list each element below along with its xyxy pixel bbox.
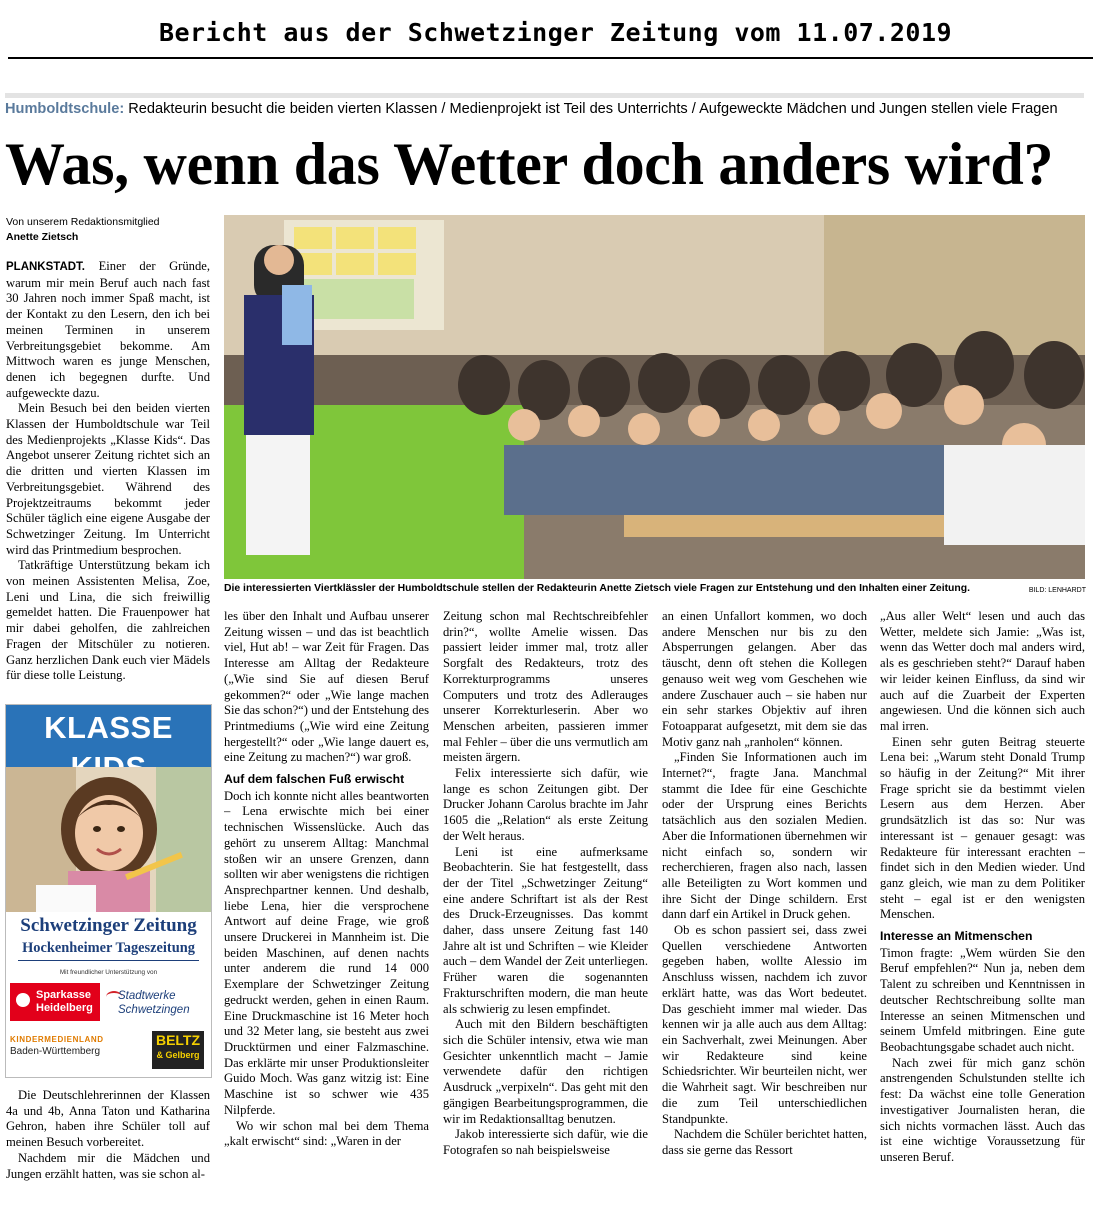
article-column-4 <box>662 609 867 1209</box>
sparkasse-name-line1: Sparkasse <box>36 989 92 1001</box>
promo-photo-girl <box>6 767 211 912</box>
paragraph: Zeitung schon mal Rechtschreibfehler drin?“, wollte Amelie wissen. Das passiert leider immer mal, trotz aller Sorgfalt des Redakteurs, trotz des Korrekturprogramms unseres Computers und trotz des Adlerauges unserer Korrekturleserin. Aber wo Menschen arbeiten, passieren immer mal Fehler – über die uns vermutlich am meisten ärgern. <box>443 609 648 765</box>
paragraph: Felix interessierte sich dafür, wie lange es schon Zeitungen gibt. Der Drucker Johann Carolus brachte im Jahr 1605 die „Relation“ als erste Zeitung der Welt heraus. <box>443 766 648 843</box>
newspaper-name: Schwetzinger Zeitung <box>20 915 197 936</box>
kindermedienland-logo <box>10 1035 138 1069</box>
dateline: PLANKSTADT. <box>6 261 86 273</box>
beltz-name: BELTZ <box>155 1032 201 1048</box>
paragraph: „Finden Sie Informationen auch im Internet?“, fragte Jana. Manchmal stammt die Idee für eine Geschichte oder der Ursprung eines Berichts tatsächlich aus den sozialen Medien. Aber die Informationen übernehmen wir nicht einfach so, sondern wir recherchieren, fragen also nach, lassen alle Beteiligten zu Wort kommen und ihre Sicht der Dinge schildern. Erst dann darf ein Artikel in Druck gehen. <box>662 750 867 922</box>
stadtwerke-name-line2: Schwetzingen <box>118 1004 190 1016</box>
byline <box>6 215 206 245</box>
subheading: Interesse an Mitmenschen <box>880 929 1033 944</box>
paragraph: Nach zwei für mich ganz schön anstrengenden Schulstunden stellte ich fest: Da wächst eine tolle Generation investigativer Journalisten heran, die sich nichts vormachen lässt. Auch das ist eine wichtige Voraussetzung für unseren Beruf. <box>880 1055 1085 1164</box>
article-column-1-continued <box>6 1088 210 1208</box>
subheading: Auf dem falschen Fuß erwischt <box>224 772 405 787</box>
paragraph: Leni ist eine aufmerksame Beobachterin. Sie hat festgestellt, dass der der Titel „Schwetzinger Zeitung“ eine andere Schriftart ist als der Rest des Druck-Erzeugnisses. Das kommt daher, dass unsere Zeitung fast 140 Jahre alt ist und Schriften – wie Kleider auch – dem Wandel der Zeit unterliegen. Früher waren die sogenannten Frakturschriften modern, die man heute als schwierig zu lesen empfindet. <box>443 844 648 1016</box>
article-column-2 <box>224 609 429 1209</box>
paragraph: an einen Unfallort kommen, wo doch andere Menschen nur bis zu den Absperrungen gelangen. Aber das täuscht, denn oft stehen die Kollegen genauso weit weg vom Geschehen wie andere Zuschauer auch – sie haben nur ein sehr starkes Objektiv auf ihren Fotoapparat aufgesetzt, mit dem sie das Motiv ganz nah „ranholen“ können. <box>662 609 867 749</box>
stadtwerke-logo <box>106 985 208 1021</box>
sparkasse-name <box>36 989 93 1015</box>
paragraph: Timon fragte: „Wem würden Sie den Beruf empfehlen?“ Nun ja, neben dem Talent zu schreiben und Kenntnissen in deutscher Rechtschreibung sollte man Interesse an seinen Mitmenschen und seinem Umfeld mitbringen. Eine gute Beobachtungsgabe schadet auch nicht. <box>880 945 1085 1054</box>
paragraph: Nachdem mir die Mädchen und Jungen erzählt hatten, was sie schon al- <box>6 1150 210 1181</box>
stadtwerke-name-line1: Stadtwerke <box>118 990 176 1002</box>
paragraph: Auch mit den Bildern beschäftigten sich die Schüler intensiv, etwa wie man Gesichter unkenntlich macht – Jamie verwendete dafür den richtigen Ausdruck „verpixeln“. Das geht mit den gängigen Bearbeitungsprogrammen, die wir im Redaktionsalltag benutzen. <box>443 1017 648 1126</box>
paragraph: les über den Inhalt und Aufbau unserer Zeitung wissen – und das ist beachtlich viel, Hut ab! – war Zeit für Fragen. Das Interesse am Alltag der Redakteure („Wie sind Sie auf diesen Beruf gekommen?“ oder „Wie lange machen Sie das schon?“) und der Entstehung des Printmediums („Wie wird eine Zeitung hergestellt?“ oder „Wie lange dauert es, eine Zeitung zu machen?“) war groß. <box>224 609 429 765</box>
photo-caption: Die interessierten Viertklässler der Humboldtschule stellen der Redakteurin Anette Zietsch viele Fragen zur Entstehung und den Inhalten einer Zeitung. <box>224 583 970 594</box>
kindermedienland-name: KINDERMEDIENLAND <box>10 1035 104 1044</box>
paragraph: Jakob interessierte sich dafür, wie die Fotografen so nah beispielsweise <box>443 1127 648 1157</box>
paragraph: Die Deutschlehrerinnen der Klassen 4a und 4b, Anna Taton und Katharina Gehron, haben ihre Schüler toll auf meinen Besuch vorbereitet. <box>6 1088 210 1150</box>
promo-support-text: Mit freundlicher Unterstützung von <box>59 969 158 976</box>
article-column-3 <box>443 609 648 1209</box>
paragraph: Wo wir schon mal bei dem Thema „kalt erwischt“ sind: „Waren in der <box>224 1118 429 1149</box>
paragraph: Tatkräftige Unterstützung bekam ich von meinen Assistenten Melisa, Zoe, Leni und Lina, die sich freiwillig gemeldet hatten. Die Frauenpower hat mir dabei geholfen, die zahlreichen Fragen der Mitschüler zu notieren. Ganz herzlichen Dank euch vier Mädels für diese tolle Leistung. <box>6 558 210 683</box>
headline: Was, wenn das Wetter doch anders wird? <box>5 131 1054 197</box>
paragraph: Ob es schon passiert sei, dass zwei Quellen verschiedene Antworten gegeben haben, wollte Alessio im Anschluss wissen, nachdem ich zuvor erklärt hatte, was das Wort bedeutet. Das geschieht immer mal wieder. Das kennen wir ja alle auch aus dem Alltag: ein Sachverhalt, zwei Meinungen. Aber wir Redakteure sind keine Schiedsrichter. Wir beurteilen nicht, wer die Wahrheit sagt. Wir beschreiben nur die zum Teil unterschiedlichen Standpunkte. <box>662 923 867 1126</box>
kicker-bar <box>5 93 1084 98</box>
kicker-text: Redakteurin besucht die beiden vierten Klassen / Medienprojekt ist Teil des Unterrichts / Aufgeweckte Mädchen und Jungen stellen viele Fragen <box>128 101 1058 117</box>
sparkasse-logo <box>10 983 100 1021</box>
sparkasse-s-icon <box>16 993 30 1007</box>
kindermedienland-region: Baden-Württemberg <box>10 1046 101 1057</box>
promo-title: KLASSE <box>44 710 173 745</box>
paragraph <box>6 259 210 401</box>
classroom-photo-illustration <box>224 215 1085 579</box>
article-column-1 <box>6 259 210 699</box>
paragraph: Nachdem die Schüler berichtet hatten, dass sie gerne das Ressort <box>662 1127 867 1157</box>
girl-photo-illustration <box>6 767 211 912</box>
paragraph: „Aus aller Welt“ lesen und auch das Wetter, meldete sich Jamie: „Was ist, wenn das Wetter doch mal anders wird, als es geschrieben steht?“ Darauf haben wir leider keinen Einfluss, da sind wir auch auf die Zuarbeit der Experten angewiesen. Und die können sich auch mal irren. <box>880 609 1085 733</box>
paragraph-text: Einer der Gründe, warum mir mein Beruf auch nach fast 30 Jahren noch immer Spaß macht, ist der Kontakt zu den Lesern, den ich bei meinen Terminen in unserem Verbreitungsgebiet bekomme. Am Mittwoch waren es junge Menschen, denen ich begegnen durfte. Und aufgeweckte dazu. <box>6 259 210 400</box>
classroom-photo <box>224 215 1085 579</box>
kicker-label: Humboldtschule: <box>5 101 125 117</box>
byline-intro: Von unserem Redaktionsmitglied <box>6 216 160 228</box>
photo-credit: BILD: LENHARDT <box>1028 587 1086 594</box>
header-rule <box>8 57 1093 59</box>
newspaper-subtitle: Hockenheimer Tageszeitung <box>22 940 195 956</box>
kicker <box>5 101 1085 117</box>
beltz-subtitle: & Gelberg <box>156 1050 200 1060</box>
byline-author: Anette Zietsch <box>6 231 79 243</box>
promo-newspaper-logo <box>6 914 211 958</box>
stadtwerke-name <box>118 989 190 1017</box>
article-column-5 <box>880 609 1085 1209</box>
paragraph: Mein Besuch bei den beiden vierten Klassen der Humboldtschule war Teil des Medienprojekts „Klasse Kids“. Das Angebot unserer Zeitung richtet sich an die dritten und vierten Klassen im Verbreitungsgebiet. Während des Projektzeitraums bekommt jeder Schüler täglich eine eigene Ausgabe der Schwetzinger Zeitung. Im Unterricht wird das Printmedium besprochen. <box>6 401 210 557</box>
promo-divider <box>18 960 199 961</box>
promo-banner <box>6 705 211 767</box>
klasse-kids-promo <box>5 704 212 1078</box>
report-header: Bericht aus der Schwetzinger Zeitung vom 11.07.2019 <box>158 18 953 47</box>
sparkasse-name-line2: Heidelberg <box>36 1002 93 1014</box>
beltz-logo <box>152 1031 204 1069</box>
paragraph: Doch ich konnte nicht alles beantworten – Lena erwischte mich bei einer technischen Wissenslücke. Auch das gehört zu unserem Alltag: Manchmal stoßen wir an unsere Grenzen, dann sollten wir aber wenigstens die richtigen Ansprechpartner kennen. Und deshalb, liebe Lena, hier die versprochene Antwort auf deine Frage, wie groß unsere Druckerei in Mannheim ist. Die beiden Maschinen, auf denen nachts unter anderem die rund 14 000 Exemplare der Schwetzinger Zeitung gedruckt werden, gehen in einen Raum. Eine Druckmaschine ist 16 Meter hoch und 32 Meter lang, sie besteht aus zwei Drucktürmen und einer Falzmaschine. Das erklärte mir unser Produktionsleiter Guido Moch. Was ganz witzig ist: Eine Maschine ist so schwer wie 435 Nilpferde. <box>224 788 429 1117</box>
paragraph: Einen sehr guten Beitrag steuerte Lena bei: „Warum steht Donald Trump so häufig in der Zeitung?“ Mit ihrer Frage spricht sie da bestimmt vielen Lesern aus dem Herzen. Aber grundsätzlich ist das so: Nur was interessant ist – genauer gesagt: was Redakteure für interessant erachten – findet sich in den Medien wieder. Und ganz gleich, wie man zu dem Politiker steht – egal ist er den wenigsten Menschen. <box>880 734 1085 922</box>
